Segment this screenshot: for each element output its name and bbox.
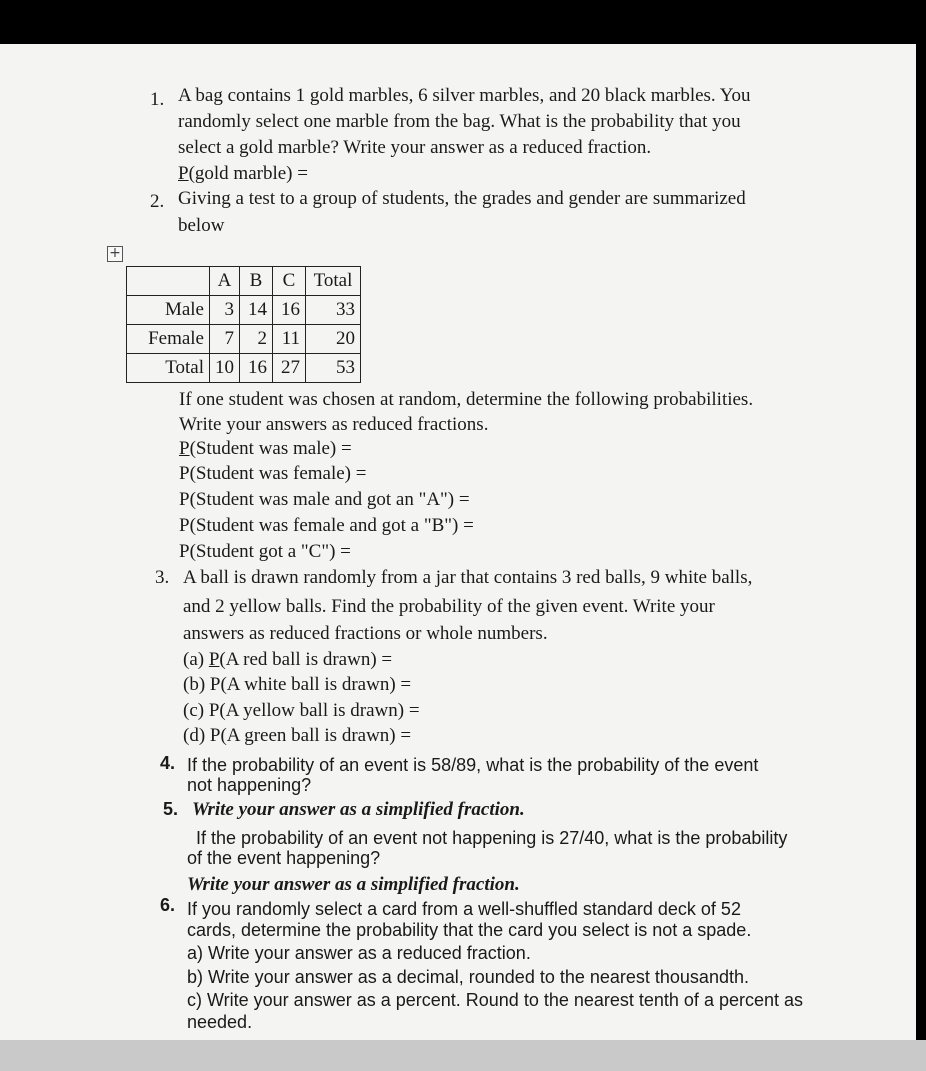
- q3-item-a: [183, 648, 392, 672]
- table-cell: Total: [127, 354, 210, 383]
- table-cell: 20: [306, 325, 361, 354]
- q2-line-2: below: [178, 215, 225, 236]
- table-cell: 16: [273, 296, 306, 325]
- table-cell: 3: [210, 296, 240, 325]
- table-cell: 11: [273, 325, 306, 354]
- table-cell: 7: [210, 325, 240, 354]
- table-cell: Female: [127, 325, 210, 354]
- q6-line-5: c) Write your answer as a percent. Round to the nearest tenth of a percent as: [187, 990, 803, 1010]
- q2-number: 2.: [150, 191, 165, 212]
- q2-instruction-2: Write your answers as reduced fractions.: [179, 414, 489, 435]
- q4-line-2: not happening?: [187, 775, 312, 795]
- q3-item-a-rest: (A red ball is drawn) =: [219, 649, 393, 670]
- q6-line-2: cards, determine the probability that the card you select is not a spade.: [187, 920, 752, 940]
- q3-item-a-prefix: P: [208, 649, 220, 670]
- table-cell: 16: [240, 354, 273, 383]
- table-cell: 2: [240, 325, 273, 354]
- q1-number: 1.: [150, 89, 165, 110]
- q1-line-3: select a gold marble? Write your answer as a reduced fraction.: [178, 137, 652, 158]
- table-row: [127, 325, 361, 354]
- q6-line-1: If you randomly select a card from a well-shuffled standard deck of 52: [187, 899, 741, 919]
- q4-line-1: If the probability of an event is 58/89, what is the probability of the event: [187, 755, 759, 775]
- table-cell: 10: [210, 354, 240, 383]
- q6-line-4: b) Write your answer as a decimal, rounded to the nearest thousandth.: [187, 967, 749, 987]
- q5-instruction-2: Write your answer as a simplified fraction.: [187, 874, 520, 895]
- q6-line-3: a) Write your answer as a reduced fraction.: [187, 943, 531, 963]
- q2-item: P(Student was male and got an "A") =: [179, 489, 470, 510]
- q3-number: 3.: [155, 567, 170, 588]
- table-row: [127, 296, 361, 325]
- table-header-cell: Total: [306, 267, 361, 296]
- q2-item-male: [179, 437, 352, 461]
- q3-line-3: answers as reduced fractions or whole numbers.: [183, 623, 548, 644]
- q1-answer: [178, 162, 308, 186]
- q2-item-male-rest: (Student was male) =: [189, 438, 352, 459]
- table-header-cell: [127, 267, 210, 296]
- table-cell: 33: [306, 296, 361, 325]
- bottom-strip: [0, 1040, 926, 1071]
- q1-line-2: randomly select one marble from the bag. What is the probability that you: [178, 111, 741, 132]
- table-row: [127, 354, 361, 383]
- q4-number: 4.: [160, 753, 176, 773]
- table-cell: Male: [127, 296, 210, 325]
- q3-item: (c) P(A yellow ball is drawn) =: [183, 700, 420, 721]
- q2-item: P(Student was female and got a "B") =: [179, 515, 474, 536]
- q6-number: 6.: [160, 895, 176, 915]
- q3-line-2: and 2 yellow balls. Find the probability of the given event. Write your: [183, 596, 715, 617]
- q1-answer-rest: (gold marble) =: [188, 163, 308, 184]
- table-header-row: [127, 267, 361, 296]
- table-cell: 27: [273, 354, 306, 383]
- q1-answer-prefix: P: [178, 163, 189, 184]
- q5-instruction: Write your answer as a simplified fraction.: [192, 799, 525, 820]
- q3-item-a-label: (a): [183, 649, 209, 670]
- q6-line-6: needed.: [187, 1012, 253, 1032]
- q2-item-male-prefix: P: [179, 438, 190, 459]
- q3-item: (d) P(A green ball is drawn) =: [183, 725, 412, 746]
- q1-line-1: A bag contains 1 gold marbles, 6 silver marbles, and 20 black marbles. You: [178, 85, 751, 106]
- q5-line-1: If the probability of an event not happening is 27/40, what is the probability: [196, 828, 788, 848]
- table-add-icon[interactable]: +: [107, 246, 123, 262]
- table-header-cell: C: [273, 267, 306, 296]
- q2-item: P(Student got a "C") =: [179, 541, 351, 562]
- q3-line-1: A ball is drawn randomly from a jar that contains 3 red balls, 9 white balls,: [183, 567, 753, 588]
- q5-line-2: of the event happening?: [187, 848, 381, 868]
- q5-number: 5.: [163, 799, 179, 819]
- q2-line-1: Giving a test to a group of students, the grades and gender are summarized: [178, 188, 746, 209]
- table-header-cell: A: [210, 267, 240, 296]
- table-header-cell: B: [240, 267, 273, 296]
- q2-instruction-1: If one student was chosen at random, determine the following probabilities.: [179, 389, 754, 410]
- grades-table: [126, 266, 361, 383]
- table-cell: 53: [306, 354, 361, 383]
- table-cell: 14: [240, 296, 273, 325]
- q2-item: P(Student was female) =: [179, 463, 367, 484]
- q3-item: (b) P(A white ball is drawn) =: [183, 674, 412, 695]
